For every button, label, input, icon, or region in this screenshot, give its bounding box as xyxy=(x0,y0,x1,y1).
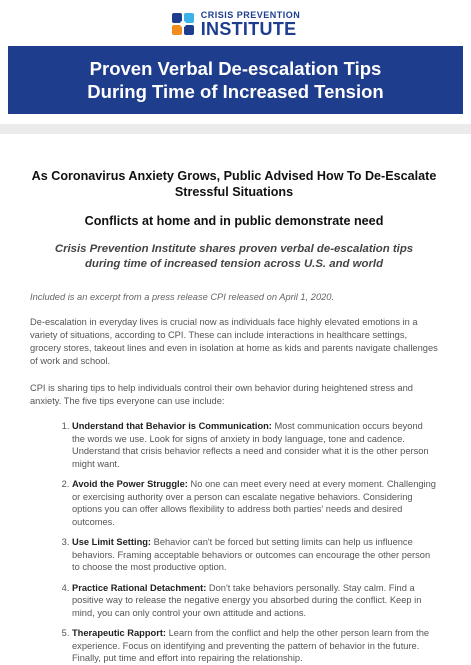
tip-item xyxy=(72,536,438,574)
article-deck: Crisis Prevention Institute shares proven verbal de-escalation tips during time of increased tension across U.S. and world xyxy=(54,243,414,270)
logo-line-1: CRISIS PREVENTION xyxy=(200,9,301,20)
tips-list xyxy=(30,420,438,665)
tip-item xyxy=(72,420,438,470)
tip-text: Don't take behaviors personally. Stay calm. Find a positive way to release the negative energy you absorbed during the conflict. Keep in mind, you can only control your own attitude and actions. xyxy=(72,582,422,618)
article-headline: As Coronavirus Anxiety Grows, Public Advised How To De-Escalate Stressful Situations xyxy=(31,169,437,199)
logo-line-2: INSTITUTE xyxy=(200,18,297,39)
tip-title: Understand that Behavior is Communication: xyxy=(72,421,272,431)
excerpt-note: Included is an excerpt from a press release CPI released on April 1, 2020. xyxy=(30,292,335,302)
article-body xyxy=(0,168,471,665)
banner-title-line-1: Proven Verbal De-escalation Tips xyxy=(89,58,382,79)
crisis-prevention-institute-logo-icon xyxy=(171,12,195,36)
divider-band xyxy=(0,124,471,134)
banner-title-line-2: During Time of Increased Tension xyxy=(87,81,384,102)
title-banner xyxy=(8,46,463,114)
tip-text: Learn from the conflict and help the other person learn from the experience. Focus on identifying and preventing the pattern of behavior in the future. Finally, put time and effort into repairing the relationship. xyxy=(72,628,430,663)
tip-text: Most communication occurs beyond the words we use. Look for signs of anxiety in body language, tone and cadence. Understand that crisis behavior reflects a need and consider what it is the other person might want. xyxy=(72,421,429,469)
tip-item xyxy=(72,478,438,528)
tip-item xyxy=(72,627,438,665)
tip-text: No one can meet every need at every moment. Challenging or exercising authority over a person can escalate negative behaviors. Considering options you can offer allows flexibility to address both parties' needs and desired outcomes. xyxy=(72,479,436,527)
tip-title: Avoid the Power Struggle: xyxy=(72,479,188,489)
tip-item xyxy=(72,582,438,620)
paragraph-1: De-escalation in everyday lives is crucial now as individuals face highly elevated emotions in a variety of situations, according to CPI. These can include interactions in healthcare settings, grocery stores, takeout lines and even in isolation at home as kids and parents navigate challenges of work and school. xyxy=(30,317,438,366)
tip-text: Behavior can't be forced but setting limits can help us influence behaviors. Framing acceptable behaviors or outcomes can encourage the other person to choose the most productive option. xyxy=(72,537,431,572)
article-subhead: Conflicts at home and in public demonstrate need xyxy=(84,214,384,228)
tip-title: Use Limit Setting: xyxy=(72,537,152,547)
paragraph-2: CPI is sharing tips to help individuals control their own behavior during heightened stress and anxiety. The five tips everyone can use include: xyxy=(30,383,413,406)
logo-text xyxy=(201,11,301,38)
tip-title: Practice Rational Detachment: xyxy=(72,582,207,593)
logo xyxy=(0,0,471,46)
tip-title: Therapeutic Rapport: xyxy=(72,628,167,638)
